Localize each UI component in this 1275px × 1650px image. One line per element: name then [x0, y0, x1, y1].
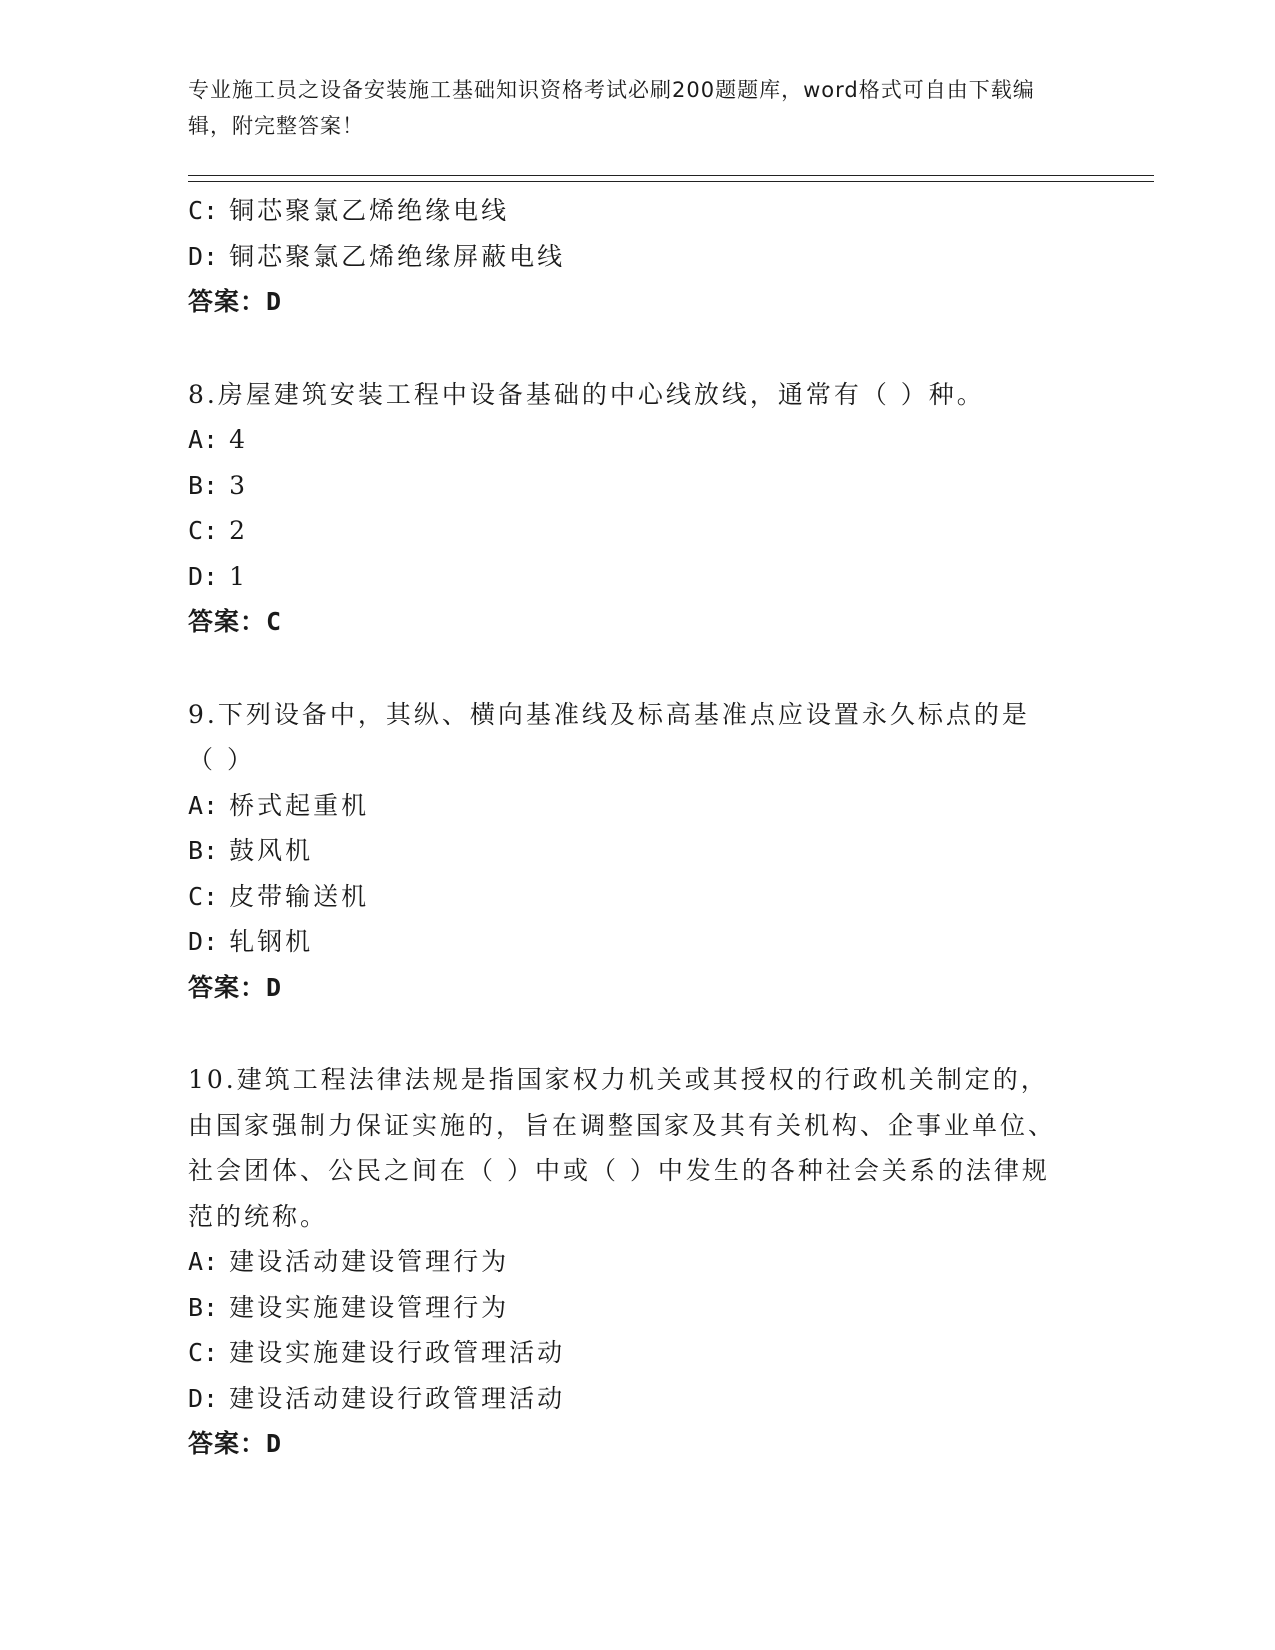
- option-key: C:: [188, 196, 219, 225]
- option-key: D:: [188, 241, 219, 271]
- question-list: [188, 188, 1088, 1467]
- option-key: B:: [188, 836, 219, 865]
- question-text: 10.建筑工程法律法规是指国家权力机关或其授权的行政机关制定的，由国家强制力保证实施的，旨在调整国家及其有关机构、企事业单位、社会团体、公民之间在（ ）中或（ ）中发生的各种社会关系的法律规范的统称。: [188, 1065, 1057, 1231]
- question-9: [188, 692, 1088, 1011]
- option-text: 鼓风机: [229, 836, 314, 865]
- answer-value: D: [266, 287, 283, 316]
- option-text: 桥式起重机: [229, 790, 370, 820]
- question-10: [188, 1057, 1088, 1467]
- option-text: 铜芯聚氯乙烯绝缘屏蔽电线: [229, 241, 566, 271]
- answer-label: 答案：: [188, 607, 267, 636]
- answer-line: [188, 279, 1088, 325]
- option-key: D:: [188, 561, 219, 591]
- option-key: C:: [188, 881, 219, 911]
- answer-value: D: [266, 972, 283, 1002]
- option-key: A:: [188, 790, 219, 820]
- option-c: [188, 874, 1088, 920]
- option-c: [188, 1330, 1088, 1376]
- option-key: B:: [188, 470, 219, 500]
- answer-line: [188, 965, 1088, 1011]
- option-key: C:: [188, 516, 219, 545]
- option-text: 轧钢机: [229, 927, 314, 956]
- option-c: [188, 508, 1088, 554]
- answer-value: D: [266, 1429, 283, 1458]
- header-rule-top: [188, 175, 1154, 176]
- answer-line: [188, 599, 1088, 645]
- option-key: D:: [188, 927, 219, 956]
- option-text: 建设实施建设行政管理活动: [229, 1338, 566, 1367]
- option-key: A:: [188, 425, 219, 454]
- option-a: [188, 783, 1088, 829]
- answer-label: 答案：: [188, 287, 267, 316]
- option-a: [188, 417, 1088, 463]
- option-b: [188, 1285, 1088, 1331]
- answer-label: 答案：: [188, 1429, 267, 1458]
- option-text: 2: [229, 516, 248, 545]
- question-7: [188, 188, 1088, 325]
- option-d: [188, 1376, 1088, 1422]
- header-rule-bottom: [188, 181, 1154, 182]
- option-key: B:: [188, 1292, 219, 1322]
- option-b: [188, 828, 1088, 874]
- option-key: C:: [188, 1338, 219, 1367]
- option-text: 建设实施建设管理行为: [229, 1292, 510, 1322]
- option-key: D:: [188, 1383, 219, 1413]
- option-d: [188, 554, 1088, 600]
- option-c: [188, 188, 1088, 234]
- option-text: 建设活动建设行政管理活动: [229, 1383, 566, 1413]
- question-text: 8.房屋建筑安装工程中设备基础的中心线放线，通常有（ ）种。: [188, 379, 985, 409]
- option-text: 铜芯聚氯乙烯绝缘电线: [229, 196, 510, 225]
- answer-label: 答案：: [188, 972, 267, 1002]
- option-text: 建设活动建设管理行为: [229, 1247, 510, 1276]
- option-a: [188, 1239, 1088, 1285]
- answer-value: C: [266, 607, 283, 636]
- option-text: 3: [229, 470, 248, 500]
- option-d: [188, 234, 1088, 280]
- document-header: 专业施工员之设备安装施工基础知识资格考试必刷200题题库，word格式可自由下载编辑，附完整答案！: [188, 78, 1035, 138]
- option-key: A:: [188, 1247, 219, 1276]
- option-text: 皮带输送机: [229, 881, 370, 911]
- question-8: [188, 372, 1088, 645]
- option-text: 4: [229, 425, 248, 454]
- answer-line: [188, 1421, 1088, 1467]
- question-text: 9.下列设备中，其纵、横向基准线及标高基准点应设置永久标点的是（ ）: [188, 699, 1030, 774]
- option-d: [188, 919, 1088, 965]
- option-text: 1: [229, 561, 248, 591]
- option-b: [188, 463, 1088, 509]
